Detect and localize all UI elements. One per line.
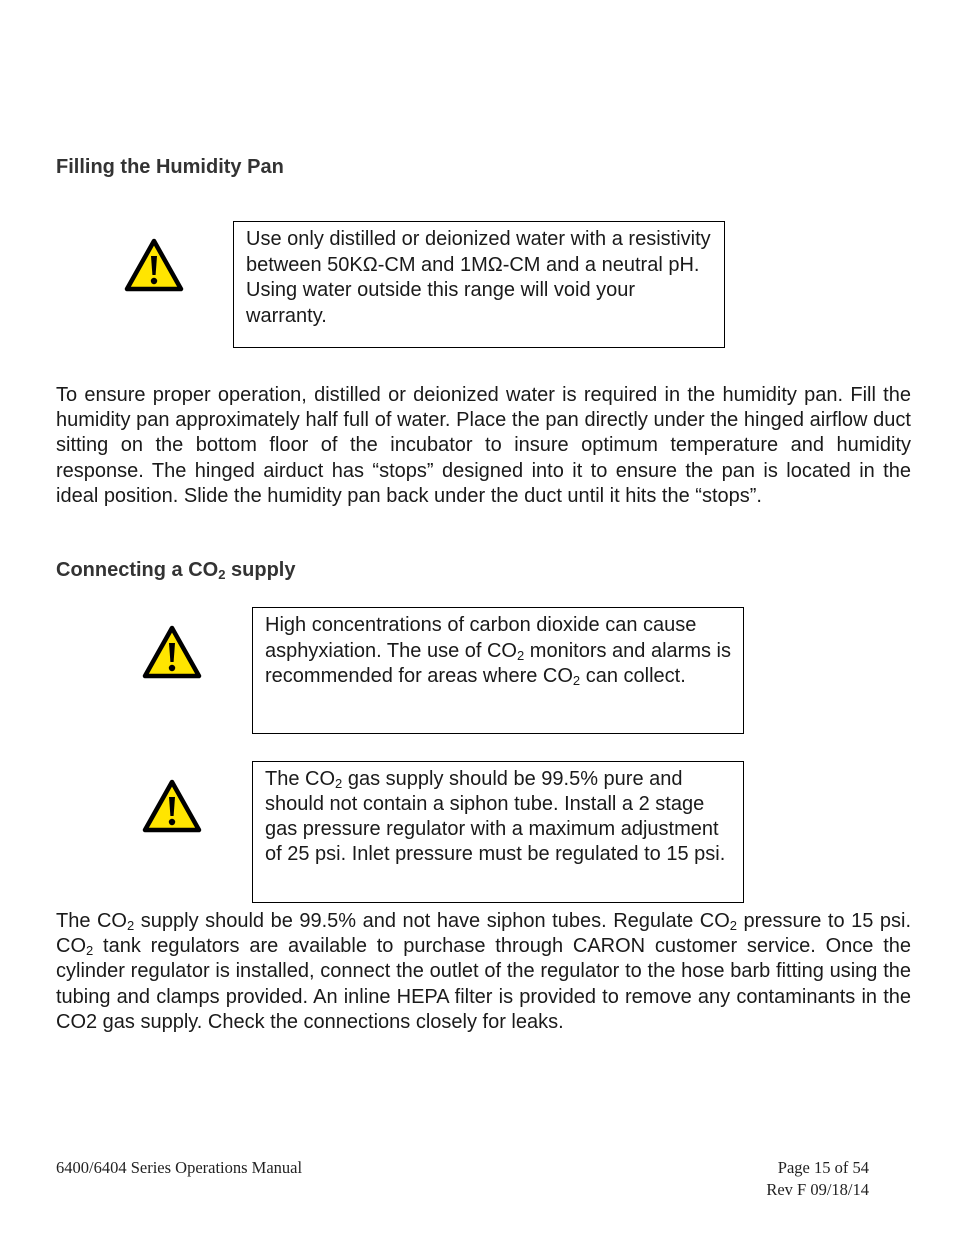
warning-text: High concentrations of carbon dioxide can cause asphyxiation. The use of CO [265,614,697,662]
warning-box-gas-purity [252,761,744,903]
subscript: 2 [86,943,94,959]
paragraph-text: The CO [56,910,127,932]
warning-triangle-icon [141,624,203,680]
warning-text: The CO [265,768,336,790]
subscript: 2 [218,567,226,582]
paragraph-text: supply should be 99.5% and not have siphon tubes. Regulate CO [134,910,730,932]
warning-triangle-icon [123,237,185,293]
warning-text: monitors and alarms is recommended for areas where CO [265,639,731,687]
warning-triangle-icon [141,778,203,834]
warning-text: can collect. [580,665,686,687]
paragraph-text: pressure to 15 psi. CO [56,910,911,958]
subscript: 2 [572,673,581,688]
footer-revision: Rev F 09/18/14 [766,1180,869,1199]
section-heading-co2-supply [56,559,295,582]
warning-text: gas supply should be 99.5% pure and should not contain a siphon tube. Install a 2 stage gas pressure regulator with a maximum adjustment of 25 psi. Inlet pressure must be regulated to 15 psi. [265,768,726,865]
warning-box-water-quality: Use only distilled or deionized water with a resistivity between 50KΩ-CM and 1MΩ-CM and a neutral pH. Using water outside this range will void your warranty. [233,221,725,348]
footer-manual-title: 6400/6404 Series Operations Manual [56,1158,303,1177]
footer-page-number: Page 15 of 54 [777,1158,869,1177]
subscript: 2 [335,776,343,791]
paragraph-text: tank regulators are available to purchase through CARON customer service. Once the cylinder regulator is installed, connect the outlet of the regulator to the hose barb fitting using the tubing and clamps provided. An inline HEPA filter is provided to remove any contaminants in the CO2 gas supply. Check the connections closely for leaks. [56,935,911,1033]
subscript: 2 [127,918,135,933]
subscript: 2 [517,647,525,663]
heading-text: supply [225,559,296,581]
warning-box-asphyxiation [252,607,744,734]
heading-text: Connecting a CO [56,559,219,581]
co2-supply-paragraph [56,909,911,1035]
subscript: 2 [729,918,738,933]
humidity-pan-paragraph: To ensure proper operation, distilled or deionized water is required in the humidity pan. Fill the humidity pan approximately half full of water. Place the pan directly under the hinged airflow duct sitting on the bottom floor of the incubator to insure optimum temperature and humidity response. The hinged airduct has “stops” designed into it to ensure the pan is located in the ideal position. Slide the humidity pan back under the duct until it hits the “stops”. [56,384,911,507]
section-heading-humidity-pan: Filling the Humidity Pan [56,156,284,178]
